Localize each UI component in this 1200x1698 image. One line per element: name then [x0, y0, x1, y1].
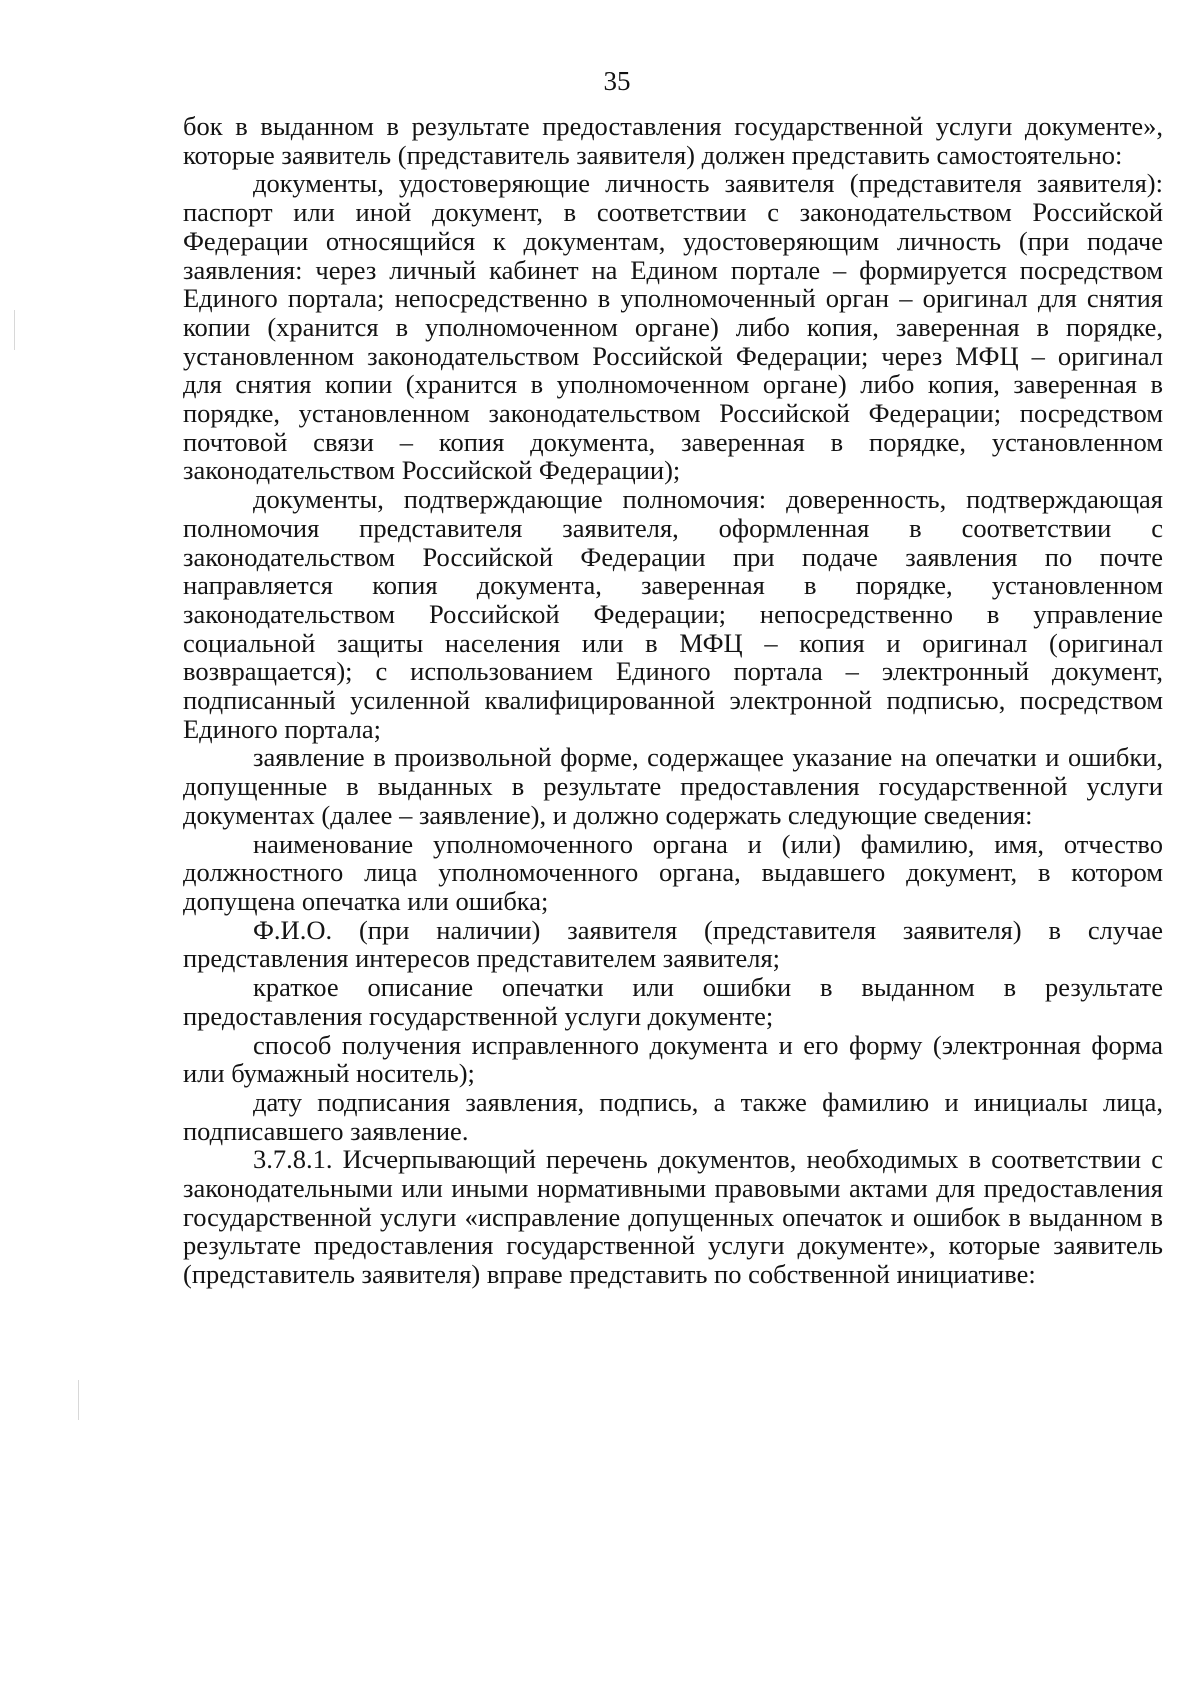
paragraph-delivery-method: способ получения исправленного документа и его форму (электронная форма или бумажный носитель); — [183, 1029, 1163, 1089]
paragraph-applicant-name: Ф.И.О. (при наличии) заявителя (представителя заявителя) в случае представления интересов представителем заявителя; — [183, 914, 1163, 974]
page-number: 35 — [603, 66, 631, 96]
paragraph-application: заявление в произвольной форме, содержащее указание на опечатки и ошибки, допущенные в выданных в результате предоставления государственной услуги документах (далее – заявление), и должно содержать следующие сведения: — [183, 742, 1163, 830]
paragraph-section-3-7-8-1: 3.7.8.1. Исчерпывающий перечень документов, необходимых в соответствии с законодательными или иными нормативными правовыми актами для предоставления государственной услуги «исправление допущенных опечаток и ошибок в выданном в результате предоставления государственной услуги документе», которые заявитель (представитель заявителя) вправе представить по собственной инициативе: — [183, 1144, 1163, 1290]
paragraph-continuation: бок в выданном в результате предоставления государственной услуги документе», которые заявитель (представитель заявителя) должен представить самостоятельно: — [183, 111, 1163, 170]
scan-edge-mark — [78, 1380, 79, 1420]
paragraph-error-description: краткое описание опечатки или ошибки в выданном в результате предоставления государственной услуги документе; — [183, 972, 1163, 1031]
paragraph-authority-name: наименование уполномоченного органа и (или) фамилию, имя, отчество должностного лица уполномоченного органа, выдавшего документ, в котором допущена опечатка или ошибка; — [183, 828, 1163, 916]
paragraph-authority-documents: документы, подтверждающие полномочия: доверенность, подтверждающая полномочия представителя заявителя, оформленная в соответствии с законодательством Российской Федерации при подаче заявления по почте направляется копия документа, заверенная в порядке, установленном законодательством Российской Федерации; непосредственно в управление социальной защиты населения или в МФЦ – копия и оригинал (оригинал возвращается); с использованием Единого портала – электронный документ, подписанный усиленной квалифицированной электронной подписью, посредством Единого портала; — [183, 484, 1163, 744]
scan-edge-mark — [14, 310, 15, 350]
body-text — [183, 112, 1163, 1289]
paragraph-identity-documents: документы, удостоверяющие личность заявителя (представителя заявителя): паспорт или иной документ, в соответствии с законодательством Российской Федерации относящийся к документам, удостоверяющим личность (при подаче заявления: через личный кабинет на Едином портале – формируется посредством Единого портала; непосредственно в уполномоченный орган – оригинал для снятия копии (хранится в уполномоченном органе) либо копия, заверенная в порядке, установленном законодательством Российской Федерации; через МФЦ – оригинал для снятия копии (хранится в уполномоченном органе) либо копия, заверенная в порядке, установленном законодательством Российской Федерации; посредством почтовой связи – копия документа, заверенная в порядке, установленном законодательством Российской Федерации); — [183, 168, 1163, 486]
paragraph-signature-date: дату подписания заявления, подпись, а также фамилию и инициалы лица, подписавшего заявление. — [183, 1086, 1163, 1146]
